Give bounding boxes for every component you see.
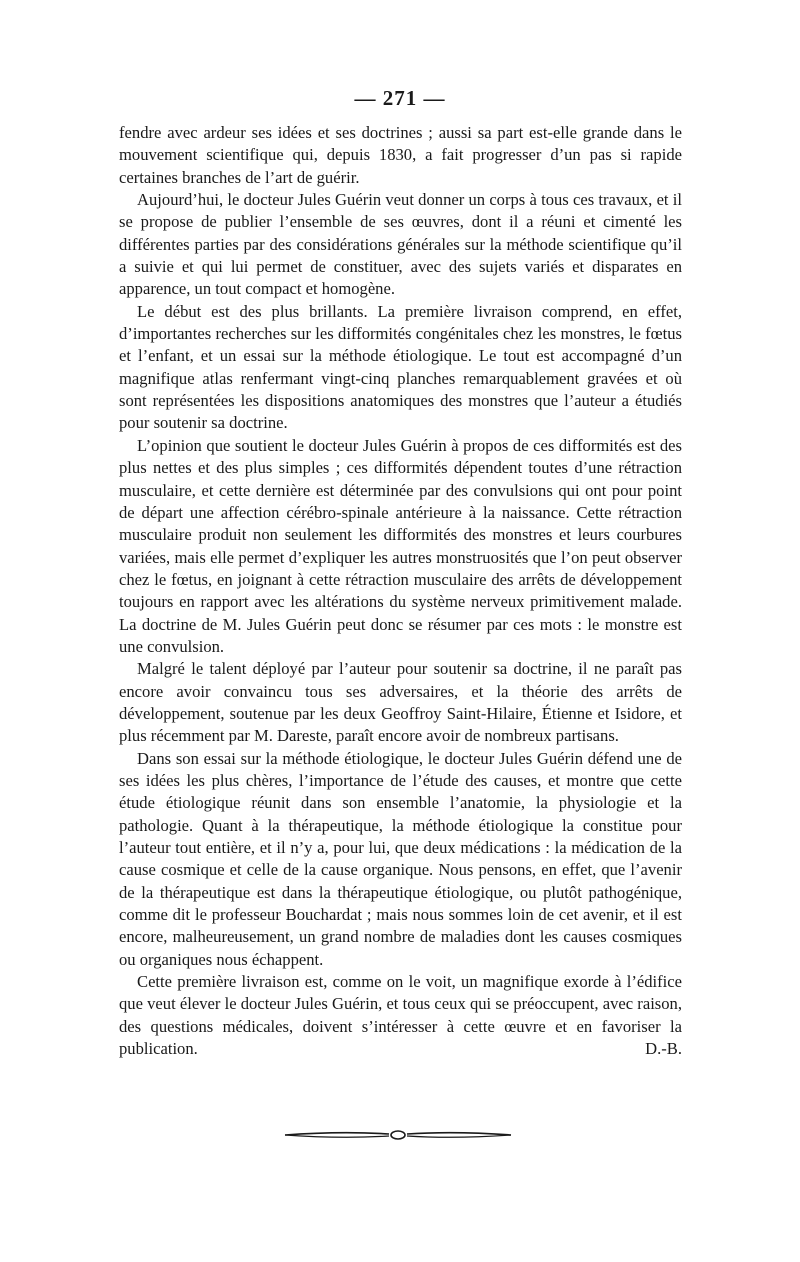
ornamental-rule bbox=[283, 1128, 513, 1142]
page-number: — 271 — bbox=[354, 86, 446, 110]
paragraph-7-text: Cette première livraison est, comme on le voit, un magnifique exorde à l’édifice que veut élever le docteur Jules Guérin, et tous ceux qui se préoccupent, avec raison, des questions médicales, doivent s’intéresser à cette œuvre et en favoriser la publication. bbox=[119, 972, 682, 1059]
body-text bbox=[119, 122, 682, 1060]
paragraph-1: fendre avec ardeur ses idées et ses doctrines ; aussi sa part est-elle grande dans le mouvement scientifique qui, depuis 1830, a fait progresser d’un pas si rapide certaines branches de l’art de guérir. bbox=[119, 123, 682, 187]
paragraph-3: Le début est des plus brillants. La première livraison comprend, en effet, d’importantes recherches sur les difformités congénitales chez les monstres, le fœtus et l’enfant, et un essai sur la méthode étiologique. Le tout est accompagné d’un magnifique atlas renfermant vingt-cinq planches remarquablement gravées et où sont représentées les dispositions anatomiques des monstres que l’auteur a étudiés pour soutenir sa doctrine. bbox=[119, 301, 682, 433]
paragraph-7 bbox=[119, 971, 682, 1060]
paragraph-6: Dans son essai sur la méthode étiologique, le docteur Jules Guérin défend une de ses idées les plus chères, l’importance de l’étude des causes, et montre que cette étude étiologique réunit dans son ensemble l’anatomie, la physiologie et la pathologie. Quant à la thérapeutique, la méthode étiologique la constitue pour l’auteur tout entière, et il n’y a, pour lui, que deux médications : la médication de la cause cosmique et celle de la cause organique. Nous pensons, en effet, que l’avenir de la thérapeutique est dans la thérapeutique étiologique, ou plutôt pathogénique, comme dit le professeur Bouchardat ; mais nous sommes loin de cet avenir, et il est encore, malheureusement, un grand nombre de maladies dont les causes cosmiques ou organiques nous échappent. bbox=[119, 748, 682, 969]
paragraph-5: Malgré le talent déployé par l’auteur pour soutenir sa doctrine, il ne paraît pas encore avoir convaincu tous ses adversaires, et la théorie des arrêts de développement, soutenue par les deux Geoffroy Saint-Hilaire, Étienne et Isidore, et plus récemment par M. Dareste, paraît encore avoir de nombreux partisans. bbox=[119, 659, 682, 746]
paragraph-4: L’opinion que soutient le docteur Jules Guérin à propos de ces difformités est des plus nettes et des plus simples ; ces difformités dépendent toutes d’une rétraction musculaire, et cette dernière est déterminée par des convulsions qui ont pour point de départ une affection cérébro-spinale antérieure à la naissance. Cette rétraction musculaire produit non seulement les difformités des monstres et leurs courbures variées, mais elle permet d’expliquer les autres monstruosités que l’on peut observer chez le fœtus, en joignant à cette rétraction musculaire des arrêts de développement toujours en rapport avec les altérations du système nerveux primitivement malade. La doctrine de M. Jules Guérin peut donc se résumer par ces mots : le monstre est une convulsion. bbox=[119, 435, 682, 656]
paragraph-2: Aujourd’hui, le docteur Jules Guérin veut donner un corps à tous ces travaux, et il se propose de publier l’ensemble de ses œuvres, dont il a réuni et cimenté les différentes parties par des considérations générales sur la méthode scientifique qu’il a suivie et qui lui permet de constituer, avec des sujets variés et disparates en apparence, un tout compact et homogène. bbox=[119, 190, 682, 299]
author-signature: D.-B. bbox=[645, 1039, 682, 1059]
